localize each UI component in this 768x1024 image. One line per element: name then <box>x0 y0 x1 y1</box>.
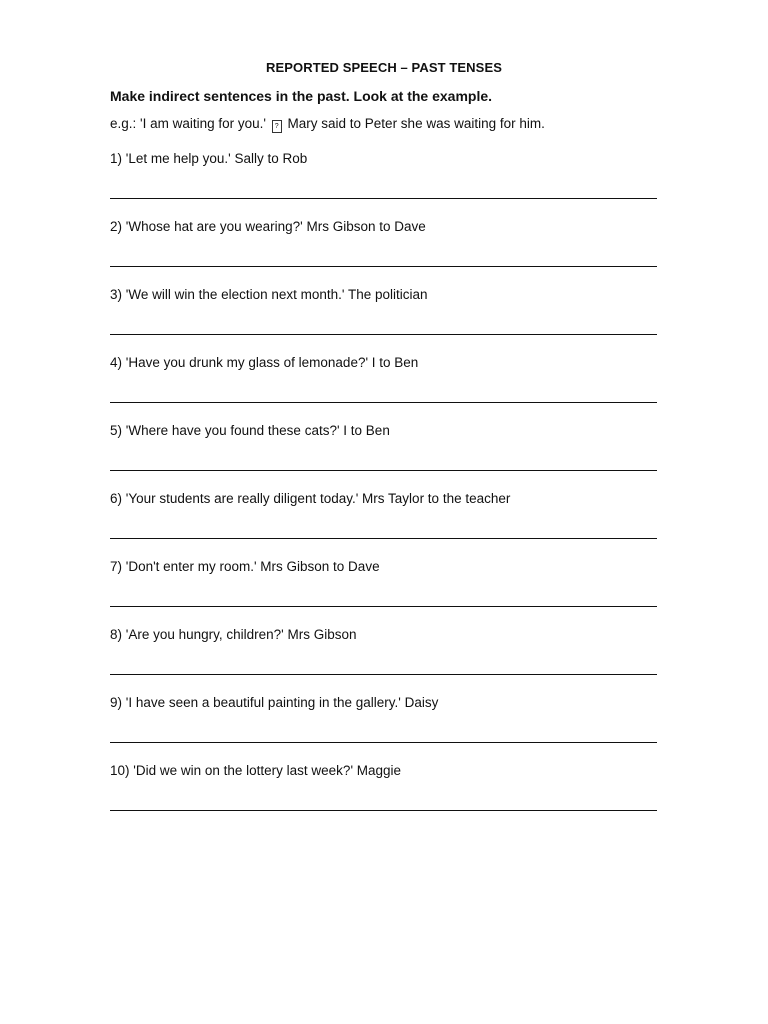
question-2: 2) 'Whose hat are you wearing?' Mrs Gibson to Dave <box>110 219 426 234</box>
answer-line-2[interactable] <box>110 266 657 267</box>
example-suffix: Mary said to Peter she was waiting for him. <box>287 116 545 131</box>
answer-line-6[interactable] <box>110 538 657 539</box>
answer-line-10[interactable] <box>110 810 657 811</box>
answer-line-8[interactable] <box>110 674 657 675</box>
worksheet-title: REPORTED SPEECH – PAST TENSES <box>266 60 502 75</box>
question-1: 1) 'Let me help you.' Sally to Rob <box>110 151 308 166</box>
question-5: 5) 'Where have you found these cats?' I to Ben <box>110 423 390 438</box>
question-4: 4) 'Have you drunk my glass of lemonade?' I to Ben <box>110 355 419 370</box>
replacement-character-icon: ? <box>272 120 282 133</box>
question-6: 6) 'Your students are really diligent today.' Mrs Taylor to the teacher <box>110 491 511 506</box>
question-10: 10) 'Did we win on the lottery last week?' Maggie <box>110 763 402 778</box>
question-9: 9) 'I have seen a beautiful painting in the gallery.' Daisy <box>110 695 439 710</box>
question-8: 8) 'Are you hungry, children?' Mrs Gibson <box>110 627 357 642</box>
answer-line-1[interactable] <box>110 198 657 199</box>
answer-line-3[interactable] <box>110 334 657 335</box>
instruction-text: Make indirect sentences in the past. Look at the example. <box>110 88 493 104</box>
question-7: 7) 'Don't enter my room.' Mrs Gibson to Dave <box>110 559 380 574</box>
answer-line-9[interactable] <box>110 742 657 743</box>
answer-line-4[interactable] <box>110 402 657 403</box>
example-prefix: e.g.: 'I am waiting for you.' <box>110 116 266 131</box>
question-3: 3) 'We will win the election next month.' The politician <box>110 287 428 302</box>
answer-line-5[interactable] <box>110 470 657 471</box>
answer-line-7[interactable] <box>110 606 657 607</box>
example-sentence <box>110 116 545 132</box>
